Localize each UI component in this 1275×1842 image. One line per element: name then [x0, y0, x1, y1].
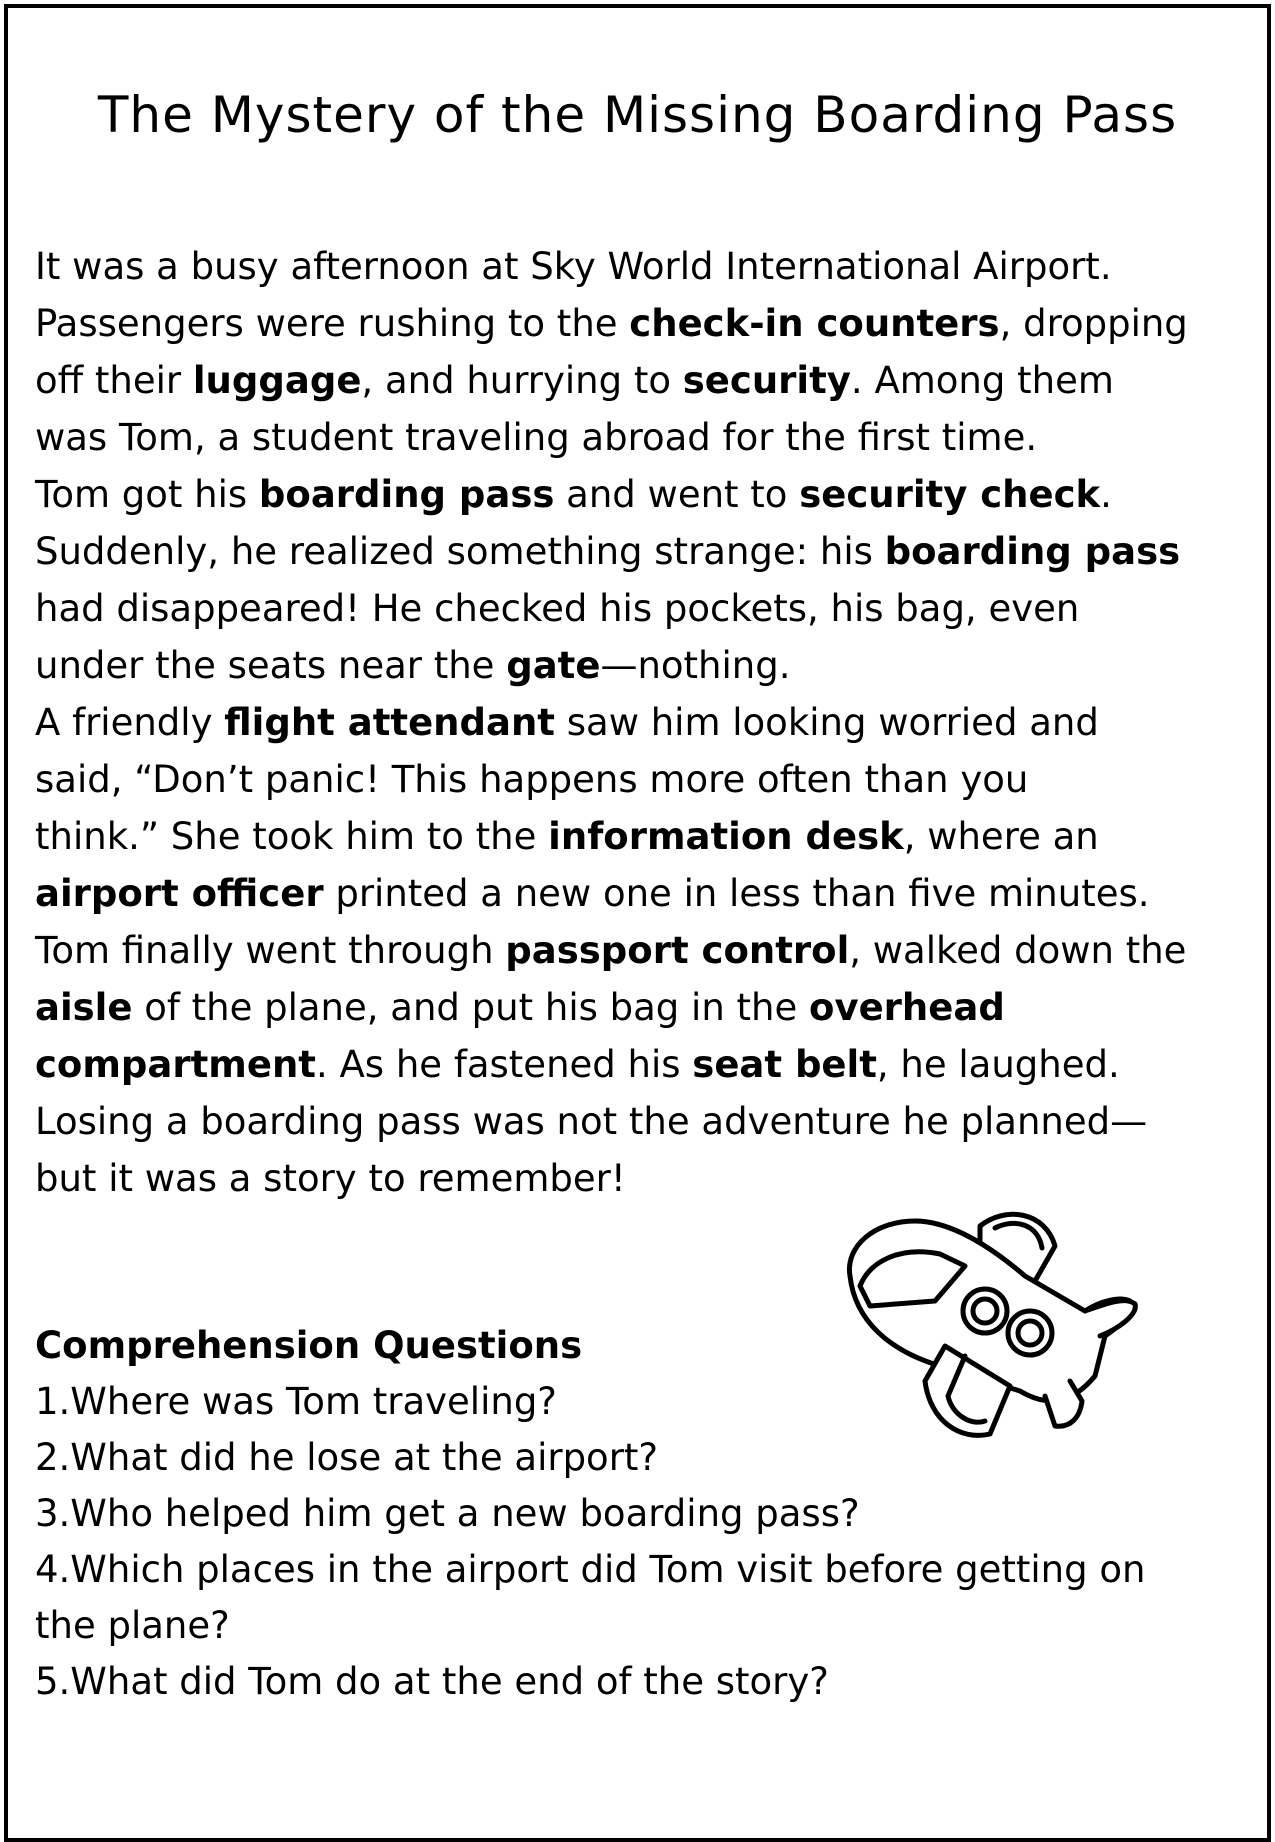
question-item: 1.Where was Tom traveling? [35, 1380, 557, 1423]
story-line [35, 637, 1255, 694]
story-text-run: —nothing. [600, 644, 791, 687]
vocabulary-term: security check [799, 473, 1101, 516]
story-text-run: off their [35, 359, 193, 402]
vocabulary-term: passport control [505, 929, 850, 972]
question-item: 4.Which places in the airport did Tom visit before getting on [35, 1548, 1146, 1591]
story-text-run: Passengers were rushing to the [35, 302, 630, 345]
vocabulary-term: information desk [548, 815, 904, 858]
story-line [35, 1093, 1255, 1150]
story-line [35, 580, 1255, 637]
story-line [35, 409, 1255, 466]
story-text-run: It was a busy afternoon at Sky World International Airport. [35, 245, 1112, 288]
vocabulary-term: gate [506, 644, 601, 687]
story-line [35, 694, 1255, 751]
questions-heading: Comprehension Questions [35, 1324, 583, 1367]
story-text-run: . As he fastened his [315, 1043, 693, 1086]
story-text-run: , he laughed. [876, 1043, 1120, 1086]
story-line [35, 922, 1255, 979]
story-line [35, 352, 1255, 409]
story-line [35, 295, 1255, 352]
story-line [35, 523, 1255, 580]
story-text-run: Tom finally went through [35, 929, 506, 972]
vocabulary-term: flight attendant [224, 701, 555, 744]
story-line [35, 238, 1255, 295]
story-text-run: Losing a boarding pass was not the adventure he planned— [35, 1100, 1148, 1143]
story-text-run: and went to [554, 473, 800, 516]
story-text-run: Tom got his [35, 473, 259, 516]
story-text-run: was Tom, a student traveling abroad for the first time. [35, 416, 1038, 459]
story-text-run: saw him looking worried and [555, 701, 1099, 744]
story-line [35, 865, 1255, 922]
vocabulary-term: seat belt [692, 1043, 877, 1086]
story-text-run: think.” She took him to the [35, 815, 549, 858]
story-text-run: under the seats near the [35, 644, 507, 687]
story-text-run: A friendly [35, 701, 225, 744]
story-line [35, 751, 1255, 808]
story-line [35, 808, 1255, 865]
story-text-run: said, “Don’t panic! This happens more often than you [35, 758, 1029, 801]
worksheet-page [4, 4, 1271, 1842]
question-item: the plane? [35, 1604, 230, 1647]
story-text-run: , walked down the [849, 929, 1187, 972]
comprehension-questions [35, 1318, 1255, 1710]
question-item: 5.What did Tom do at the end of the story? [35, 1660, 829, 1703]
vocabulary-term: boarding pass [884, 530, 1181, 573]
story-line [35, 1150, 1255, 1207]
question-item: 3.Who helped him get a new boarding pass? [35, 1492, 860, 1535]
vocabulary-term: airport officer [35, 872, 324, 915]
story-text-run: of the plane, and put his bag in the [132, 986, 810, 1029]
story-text-run: , dropping [999, 302, 1188, 345]
story-text [35, 238, 1255, 1207]
story-text-run: . Among them [850, 359, 1114, 402]
story-text-run: printed a new one in less than five minutes. [323, 872, 1150, 915]
vocabulary-term: boarding pass [258, 473, 555, 516]
story-line [35, 466, 1255, 523]
story-line [35, 979, 1255, 1036]
story-text-run: , and hurrying to [361, 359, 683, 402]
page-title: The Mystery of the Missing Boarding Pass [97, 86, 1178, 144]
story-text-run: Suddenly, he realized something strange: his [35, 530, 885, 573]
story-text-run: , where an [903, 815, 1099, 858]
vocabulary-term: aisle [35, 986, 133, 1029]
vocabulary-term: security [682, 359, 851, 402]
story-text-run: . [1100, 473, 1112, 516]
question-item: 2.What did he lose at the airport? [35, 1436, 659, 1479]
vocabulary-term: compartment [35, 1043, 316, 1086]
vocabulary-term: check-in counters [629, 302, 1000, 345]
vocabulary-term: overhead [809, 986, 1005, 1029]
story-text-run: but it was a story to remember! [35, 1157, 626, 1200]
story-line [35, 1036, 1255, 1093]
story-text-run: had disappeared! He checked his pockets, his bag, even [35, 587, 1080, 630]
vocabulary-term: luggage [192, 359, 362, 402]
